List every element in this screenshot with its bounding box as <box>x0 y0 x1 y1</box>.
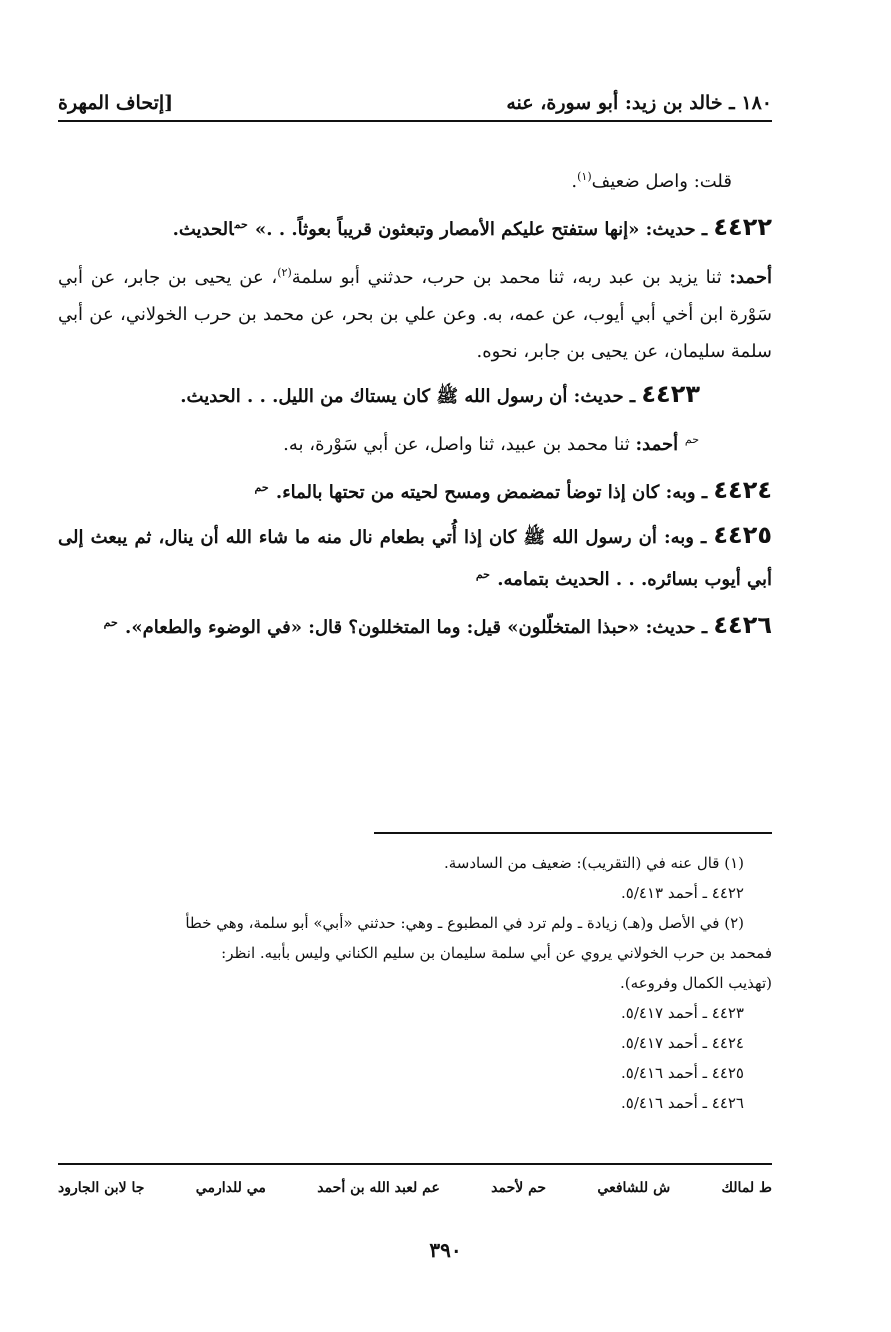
abbrev-item: حم لأحمد <box>491 1180 547 1196</box>
bottom-rule <box>58 1163 772 1165</box>
entry-number: ٤٤٢٢ <box>713 213 772 241</box>
page-number: ٣٩٠ <box>429 1238 462 1262</box>
reference-4422: ٤٤٢٢ ـ أحمد ٥/٤١٣. <box>621 884 744 902</box>
entry-text: ـ حديث: «حبذا المتخلّلون» قيل: وما المتخللون؟ قال: «في الوضوء والطعام». <box>125 617 708 638</box>
footnotes <box>58 848 772 1118</box>
abbrev-item: مي للدارمي <box>195 1180 266 1196</box>
entry-tail: الحديث. <box>172 219 234 240</box>
source-code: حم <box>234 218 248 231</box>
abbrev-item: جا لابن الجارود <box>58 1180 145 1196</box>
header-title: ١٨٠ ـ خالد بن زيد: أبو سورة، عنه <box>506 92 772 114</box>
qult-end: . <box>571 171 578 192</box>
chain-lead: أحمد: <box>729 267 772 288</box>
reference-4424: ٤٤٢٤ ـ أحمد ٥/٤١٧. <box>621 1034 744 1052</box>
entry-4423 <box>58 376 772 415</box>
entry-number: ٤٤٢٦ <box>713 611 772 639</box>
abbrev-item: ط لمالك <box>721 1180 772 1196</box>
footnote-ref-2: (٢) <box>277 266 292 279</box>
chain-rest: ، عن يحيى بن جابر، عن أبي سَوْرة ابن أخي أبي أيوب، عن عمه، به. وعن علي بن بحر، عن محمد بن حرب الخولاني، عن أبي سلمة سليمان، عن يحيى بن جابر، نحوه. <box>58 267 772 362</box>
abbrev-item: ش للشافعي <box>597 1180 671 1196</box>
chain-text: ثنا يزيد بن عبد ربه، ثنا محمد بن حرب، حدثني أبو سلمة <box>291 267 722 288</box>
header-rule <box>58 120 772 122</box>
entry-text: ـ وبه: أن رسول الله ﷺ كان إذا أُتي بطعام نال منه ما شاء الله أن ينال، ثم يبعث إلى أبي أيوب بسائره. . . الحديث بتمامه. <box>58 527 772 590</box>
footnote-1: (١) قال عنه في (التقريب): ضعيف من السادسة. <box>444 854 744 872</box>
source-code: حم <box>103 616 118 629</box>
source-code: حم <box>475 568 490 581</box>
ahmad-chain-2 <box>58 421 772 463</box>
running-header <box>58 70 772 114</box>
entry-number: ٤٤٢٥ <box>713 521 772 549</box>
qult-line <box>58 158 772 200</box>
entry-4424 <box>58 469 772 511</box>
footnote-2: (٢) في الأصل و(هـ) زيادة ـ ولم ترد في المطبوع ـ وهي: حدثني «أبي» أبو سلمة، وهي خطأ <box>185 914 744 932</box>
reference-4426: ٤٤٢٦ ـ أحمد ٥/٤١٦. <box>621 1094 744 1112</box>
footnote-rule <box>374 832 772 834</box>
footnotes-section <box>58 832 772 1118</box>
source-code: حم <box>254 481 269 494</box>
qult-text: قلت: واصل ضعيف <box>591 171 732 192</box>
entry-text: ـ حديث: أن رسول الله ﷺ كان يستاك من الليل. . . الحديث. <box>180 386 636 407</box>
entry-4426 <box>58 604 772 646</box>
page-body <box>58 70 772 652</box>
reference-4423: ٤٤٢٣ ـ أحمد ٥/٤١٧. <box>621 1004 744 1022</box>
abbreviation-key <box>58 1180 772 1196</box>
chain-text: ثنا محمد بن عبيد، ثنا واصل، عن أبي سَوْرة، به. <box>283 434 630 455</box>
source-code: حم <box>684 433 699 446</box>
entry-4425 <box>58 517 772 598</box>
reference-4425: ٤٤٢٥ ـ أحمد ٥/٤١٦. <box>621 1064 744 1082</box>
footnote-2-cont: فمحمد بن حرب الخولاني يروي عن أبي سلمة سليمان بن سليم الكناني وليس بأبيه. انظر: <box>221 944 772 962</box>
entry-number: ٤٤٢٤ <box>713 476 772 504</box>
chain-lead: أحمد: <box>635 434 679 455</box>
entry-text: ـ وبه: كان إذا توضأ تمضمض ومسح لحيته من تحتها بالماء. <box>275 482 708 503</box>
entry-text: ـ حديث: «إنها ستفتح عليكم الأمصار وتبعثون قريباً بعوثاً. . .» <box>255 219 708 240</box>
ahmad-chain-1 <box>58 254 772 370</box>
entry-4422 <box>58 206 772 248</box>
header-book: [إتحاف المهرة <box>58 92 174 114</box>
main-text <box>58 158 772 646</box>
abbrev-item: عم لعبد الله بن أحمد <box>317 1180 440 1196</box>
entry-number: ٤٤٢٣ <box>641 380 700 408</box>
footnote-ref-1: (١) <box>577 170 592 183</box>
footnote-2-cont2: (تهذيب الكمال وفروعه). <box>620 974 772 992</box>
